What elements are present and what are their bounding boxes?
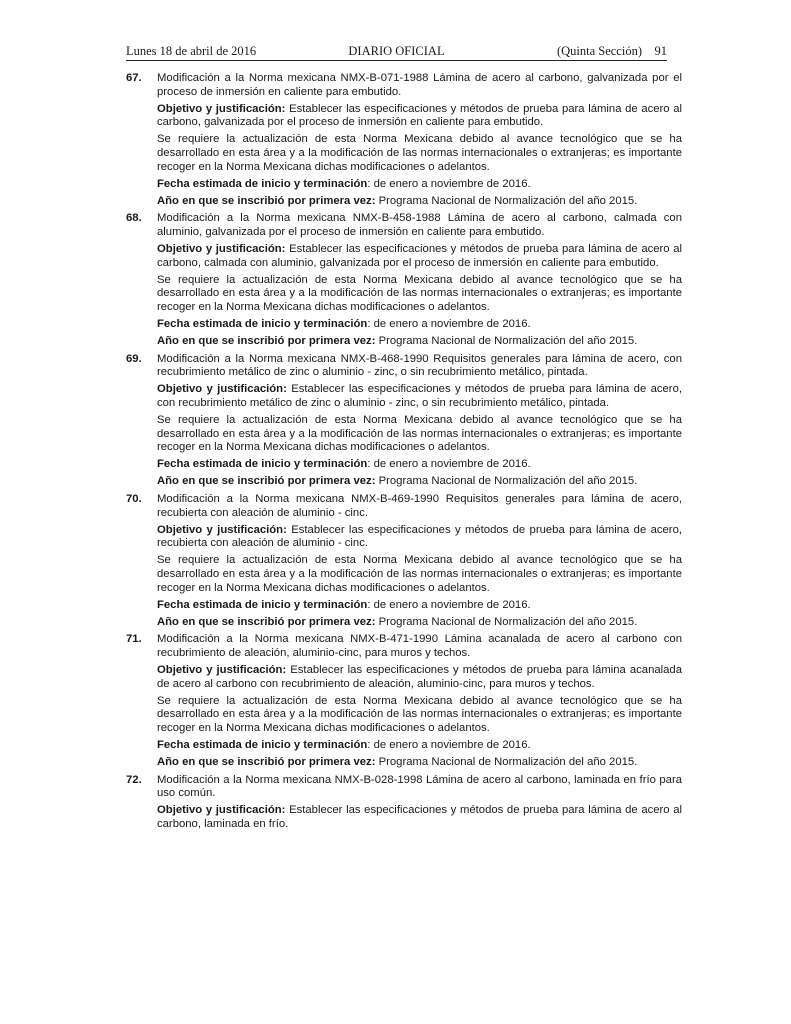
anio-paragraph xyxy=(157,195,682,209)
anio-label: Año en que se inscribió por primera vez: xyxy=(157,335,376,348)
objetivo-text: Establecer las especificaciones y métodos de prueba para lámina de acero, recubierta con aleación de aluminio - cinc. xyxy=(157,523,682,550)
item-title: Modificación a la Norma mexicana NMX-B-071-1988 Lámina de acero al carbono, galvanizada por el proceso de inmersión en caliente para embutido. xyxy=(157,72,682,98)
norma-item-69 xyxy=(126,353,682,489)
item-number: 67. xyxy=(126,72,142,84)
objetivo-label: Objetivo y justificación: xyxy=(157,383,287,396)
anio-label: Año en que se inscribió por primera vez: xyxy=(157,756,376,769)
objetivo-label: Objetivo y justificación: xyxy=(157,664,287,677)
item-number: 68. xyxy=(126,212,142,225)
header-publication: DIARIO OFICIAL xyxy=(348,44,445,58)
justificacion-paragraph: Se requiere la actualización de esta Norma Mexicana debido al avance tecnológico que se ha desarrollado en esta área y a la modificación de las normas internacionales o extranjeras; es importante recoger en la Norma Mexicana dichas modificaciones o adelantos. xyxy=(157,554,682,594)
objetivo-paragraph xyxy=(157,103,682,130)
fecha-text: : de enero a noviembre de 2016. xyxy=(367,458,531,471)
item-heading xyxy=(126,633,682,660)
item-title: Modificación a la Norma mexicana NMX-B-028-1998 Lámina de acero al carbono, laminada en frío para uso común. xyxy=(157,773,682,800)
fecha-paragraph xyxy=(157,599,682,613)
fecha-label: Fecha estimada de inicio y terminación xyxy=(157,598,368,611)
objetivo-text: Establecer las especificaciones y métodos de prueba para lámina de acero, con recubrimiento metálico de zinc o aluminio - zinc, o sin recubrimiento metálico, pintada. xyxy=(157,383,682,409)
objetivo-paragraph xyxy=(157,243,682,270)
anio-paragraph xyxy=(157,335,682,349)
fecha-paragraph xyxy=(157,458,682,472)
fecha-text: : de enero a noviembre de 2016. xyxy=(367,177,531,190)
anio-label: Año en que se inscribió por primera vez: xyxy=(157,615,376,628)
header-section xyxy=(557,44,667,58)
item-heading xyxy=(126,493,682,520)
fecha-text: : de enero a noviembre de 2016. xyxy=(367,598,531,611)
item-number: 69. xyxy=(126,352,142,365)
objetivo-paragraph xyxy=(157,804,682,831)
objetivo-label: Objetivo y justificación: xyxy=(157,243,286,256)
objetivo-label: Objetivo y justificación: xyxy=(157,804,286,817)
fecha-label: Fecha estimada de inicio y terminación xyxy=(157,177,368,190)
norma-item-67 xyxy=(126,72,682,208)
item-number: 71. xyxy=(126,633,142,646)
fecha-paragraph xyxy=(157,318,682,332)
fecha-paragraph xyxy=(157,178,682,192)
norma-item-71 xyxy=(126,633,682,769)
fecha-label: Fecha estimada de inicio y terminación xyxy=(157,318,368,330)
fecha-text: : de enero a noviembre de 2016. xyxy=(367,739,531,752)
objetivo-paragraph xyxy=(157,383,682,410)
item-heading xyxy=(126,72,682,99)
fecha-paragraph xyxy=(157,739,682,753)
objetivo-label: Objetivo y justificación: xyxy=(157,523,287,536)
objetivo-text: Establecer las especificaciones y métodos de prueba para lámina de acero al carbono, laminada en frío. xyxy=(157,804,683,830)
objetivo-paragraph xyxy=(157,524,682,551)
norma-item-70 xyxy=(126,493,682,629)
anio-text: Programa Nacional de Normalización del año 2015. xyxy=(375,335,638,348)
item-number: 72. xyxy=(126,773,142,786)
item-number: 70. xyxy=(126,493,142,506)
document-body xyxy=(126,72,682,836)
header-section-name: (Quinta Sección) xyxy=(556,44,642,58)
fecha-label: Fecha estimada de inicio y terminación xyxy=(157,739,368,752)
objetivo-label: Objetivo y justificación: xyxy=(157,102,286,115)
justificacion-paragraph: Se requiere la actualización de esta Norma Mexicana debido al avance tecnológico que se ha desarrollado en esta área y a la modificación de las normas internacionales o extranjeras; es importante recoger en la Norma Mexicana dichas modificaciones o adelantos. xyxy=(157,273,682,313)
fecha-text: : de enero a noviembre de 2016. xyxy=(367,318,531,330)
anio-paragraph xyxy=(157,475,682,489)
header-page-number: 91 xyxy=(654,44,667,58)
anio-text: Programa Nacional de Normalización del año 2015. xyxy=(375,194,638,207)
fecha-label: Fecha estimada de inicio y terminación xyxy=(157,458,368,471)
norma-item-72 xyxy=(126,774,682,832)
objetivo-text: Establecer las especificaciones y métodos de prueba para lámina de acero al carbono, calmada con aluminio, galvanizada por el proceso de inmersión en caliente para embutido. xyxy=(157,243,683,269)
objetivo-paragraph xyxy=(157,664,682,691)
item-title: Modificación a la Norma mexicana NMX-B-468-1990 Requisitos generales para lámina de acero, con recubrimiento metálico de zinc o aluminio - zinc, o sin recubrimiento metálico, pintada. xyxy=(157,352,682,379)
item-heading xyxy=(126,774,682,801)
anio-label: Año en que se inscribió por primera vez: xyxy=(157,194,376,207)
justificacion-paragraph: Se requiere la actualización de esta Norma Mexicana debido al avance tecnológico que se ha desarrollado en esta área y a la modificación de las normas internacionales o extranjeras; es importante recoger en la Norma Mexicana dichas modificaciones o adelantos. xyxy=(157,414,682,454)
norma-item-68 xyxy=(126,212,682,348)
justificacion-paragraph: Se requiere la actualización de esta Norma Mexicana debido al avance tecnológico que se ha desarrollado en esta área y a la modificación de las normas internacionales o extranjeras; es importante recoger en la Norma Mexicana dichas modificaciones o adelantos. xyxy=(157,133,682,173)
objetivo-text: Establecer las especificaciones y métodos de prueba para lámina acanalada de acero al carbono con recubrimiento de aleación, aluminio-cinc, para muros y techos. xyxy=(157,664,682,690)
anio-text: Programa Nacional de Normalización del año 2015. xyxy=(375,615,638,628)
objetivo-text: Establecer las especificaciones y métodos de prueba para lámina de acero al carbono, galvanizada por el proceso de inmersión en caliente para embutido. xyxy=(157,102,683,129)
anio-text: Programa Nacional de Normalización del año 2015. xyxy=(375,475,638,488)
anio-paragraph xyxy=(157,756,682,770)
anio-label: Año en que se inscribió por primera vez: xyxy=(157,475,376,488)
item-title: Modificación a la Norma mexicana NMX-B-469-1990 Requisitos generales para lámina de acero, recubierta con aleación de aluminio - cinc. xyxy=(157,493,682,519)
anio-text: Programa Nacional de Normalización del año 2015. xyxy=(375,756,638,769)
item-title: Modificación a la Norma mexicana NMX-B-458-1988 Lámina de acero al carbono, calmada con aluminio, galvanizada por el proceso de inmersión en caliente para embutido. xyxy=(157,212,682,238)
justificacion-paragraph: Se requiere la actualización de esta Norma Mexicana debido al avance tecnológico que se ha desarrollado en esta área y a la modificación de las normas internacionales o extranjeras; es importante recoger en la Norma Mexicana dichas modificaciones o adelantos. xyxy=(157,694,682,734)
page-header xyxy=(126,44,667,61)
item-title: Modificación a la Norma mexicana NMX-B-471-1990 Lámina acanalada de acero al carbono con recubrimiento de aleación, aluminio-cinc, para muros y techos. xyxy=(157,633,682,659)
header-date: Lunes 18 de abril de 2016 xyxy=(126,44,257,58)
item-heading xyxy=(126,212,682,239)
item-heading xyxy=(126,353,682,380)
anio-paragraph xyxy=(157,616,682,630)
